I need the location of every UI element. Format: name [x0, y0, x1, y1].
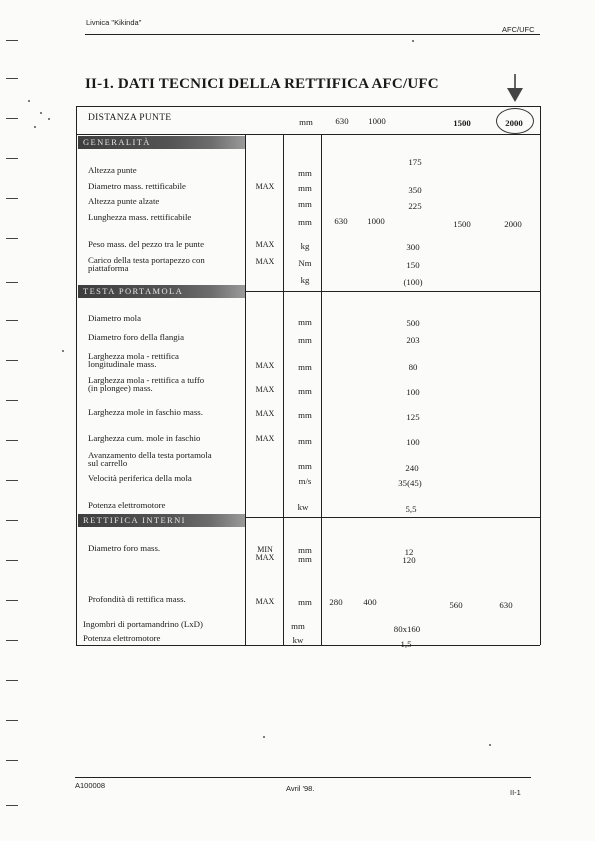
head-value: 1500 — [453, 118, 471, 128]
page-title: II-1. DATI TECNICI DELLA RETTIFICA AFC/UFC — [85, 76, 439, 92]
row-value: 35(45) — [398, 478, 422, 488]
row-value: 400 — [363, 597, 377, 607]
row-value: (100) — [403, 277, 423, 287]
row-unit: kw — [292, 635, 304, 645]
row-limit: MAX — [255, 597, 275, 606]
row-label: Diametro foro mass. — [88, 543, 161, 553]
row-value: 12 — [404, 547, 414, 557]
row-limit: MIN — [257, 545, 273, 554]
row-limit: MAX — [255, 385, 275, 394]
row-unit: mm — [298, 461, 312, 471]
row-limit: MAX — [255, 257, 275, 266]
row-limit: MAX — [255, 240, 275, 249]
row-limit: MAX — [255, 182, 275, 191]
row-value: 80 — [408, 362, 418, 372]
row-label: Velocità periferica della mola — [88, 473, 192, 483]
row-label: Diametro mass. rettificabile — [88, 181, 186, 191]
row-value: 560 — [449, 600, 463, 610]
row-unit: m/s — [298, 476, 312, 486]
row-unit: mm — [298, 410, 312, 420]
row-label-cont: sul carrello — [88, 458, 128, 468]
footer-page-number: II-1 — [510, 788, 521, 797]
row-unit: mm — [298, 317, 312, 327]
row-label: Diametro foro della flangia — [88, 332, 184, 342]
row-value: 203 — [406, 335, 420, 345]
footer-rule — [75, 777, 531, 778]
row-value: 630 — [499, 600, 513, 610]
row-unit: mm — [298, 597, 312, 607]
row-unit: kg — [300, 275, 310, 285]
row-value: 280 — [329, 597, 343, 607]
row-label: Lunghezza mass. rettificabile — [88, 212, 192, 222]
row-limit: MAX — [255, 553, 275, 562]
row-label-cont: piattaforma — [88, 263, 129, 273]
footer-doc-number: A100008 — [75, 781, 106, 790]
row-unit: mm — [298, 545, 312, 555]
row-unit: mm — [298, 217, 312, 227]
row-label-cont: longitudinale mass. — [88, 359, 157, 369]
row-unit: mm — [298, 386, 312, 396]
row-value: 500 — [406, 318, 420, 328]
row-unit: mm — [298, 335, 312, 345]
row-label: Larghezza mole in faschio mass. — [88, 407, 203, 417]
arrow-down-icon — [504, 72, 526, 104]
row-value: 120 — [402, 555, 416, 565]
footer-date: Avril '98. — [286, 784, 315, 793]
section-rettifica-interni: RETTIFICA INTERNI — [78, 514, 245, 527]
header-company: Livnica "Kikinda" — [86, 18, 142, 27]
row-label: Carico della testa portapezzo con — [88, 255, 205, 265]
row-unit: mm — [298, 362, 312, 372]
row-label: Avanzamento della testa portamola — [88, 450, 212, 460]
row-limit: MAX — [255, 434, 275, 443]
head-value: 630 — [335, 116, 349, 126]
header-rule — [85, 34, 540, 35]
row-label: Potenza elettromotore — [83, 633, 161, 643]
row-value: 1500 — [453, 219, 471, 229]
row-label-cont: (in plongee) mass. — [88, 383, 153, 393]
section-generalita: GENERALITÀ — [78, 136, 245, 149]
row-value: 630 — [334, 216, 348, 226]
row-label: Altezza punte — [88, 165, 137, 175]
row-value: 80x160 — [393, 624, 421, 634]
row-label: Profondità di rettifica mass. — [88, 594, 186, 604]
row-label: Altezza punte alzate — [88, 196, 160, 206]
row-value: 240 — [405, 463, 419, 473]
row-value: 300 — [406, 242, 420, 252]
head-value: 1000 — [368, 116, 386, 126]
row-value: 225 — [408, 201, 422, 211]
row-unit: mm — [291, 621, 305, 631]
row-unit: kg — [300, 241, 310, 251]
highlight-circle — [496, 108, 534, 134]
row-value: 2000 — [504, 219, 522, 229]
row-unit: mm — [298, 199, 312, 209]
row-unit: mm — [298, 168, 312, 178]
row-label: Larghezza cum. mole in faschio — [88, 433, 201, 443]
row-label: Larghezza mola - rettifica a tuffo — [88, 375, 205, 385]
row-label: Ingombri di portamandrino (LxD) — [83, 619, 203, 629]
row-label: Larghezza mola - rettifica — [88, 351, 179, 361]
row-value: 5,5 — [405, 504, 417, 514]
row-value: 150 — [406, 260, 420, 270]
row-unit: mm — [298, 436, 312, 446]
row-unit: mm — [298, 183, 312, 193]
row-unit: Nm — [298, 258, 312, 268]
head-unit: mm — [299, 117, 313, 127]
row-value: 100 — [406, 387, 420, 397]
row-label: Diametro mola — [88, 313, 142, 323]
row-limit: MAX — [255, 361, 275, 370]
header-code: AFC/UFC — [502, 25, 535, 34]
row-value: 1000 — [367, 216, 385, 226]
section-testa-portamola: TESTA PORTAMOLA — [78, 285, 245, 298]
row-value: 100 — [406, 437, 420, 447]
head-label: DISTANZA PUNTE — [88, 113, 172, 123]
row-label: Potenza elettromotore — [88, 500, 166, 510]
row-unit: kw — [297, 502, 309, 512]
row-unit: mm — [298, 554, 312, 564]
row-value: 125 — [406, 412, 420, 422]
row-value: 175 — [408, 157, 422, 167]
row-label: Peso mass. del pezzo tra le punte — [88, 239, 205, 249]
row-limit: MAX — [255, 409, 275, 418]
head-value: 2000 — [505, 118, 523, 128]
row-value: 1,5 — [400, 639, 412, 649]
row-value: 350 — [408, 185, 422, 195]
